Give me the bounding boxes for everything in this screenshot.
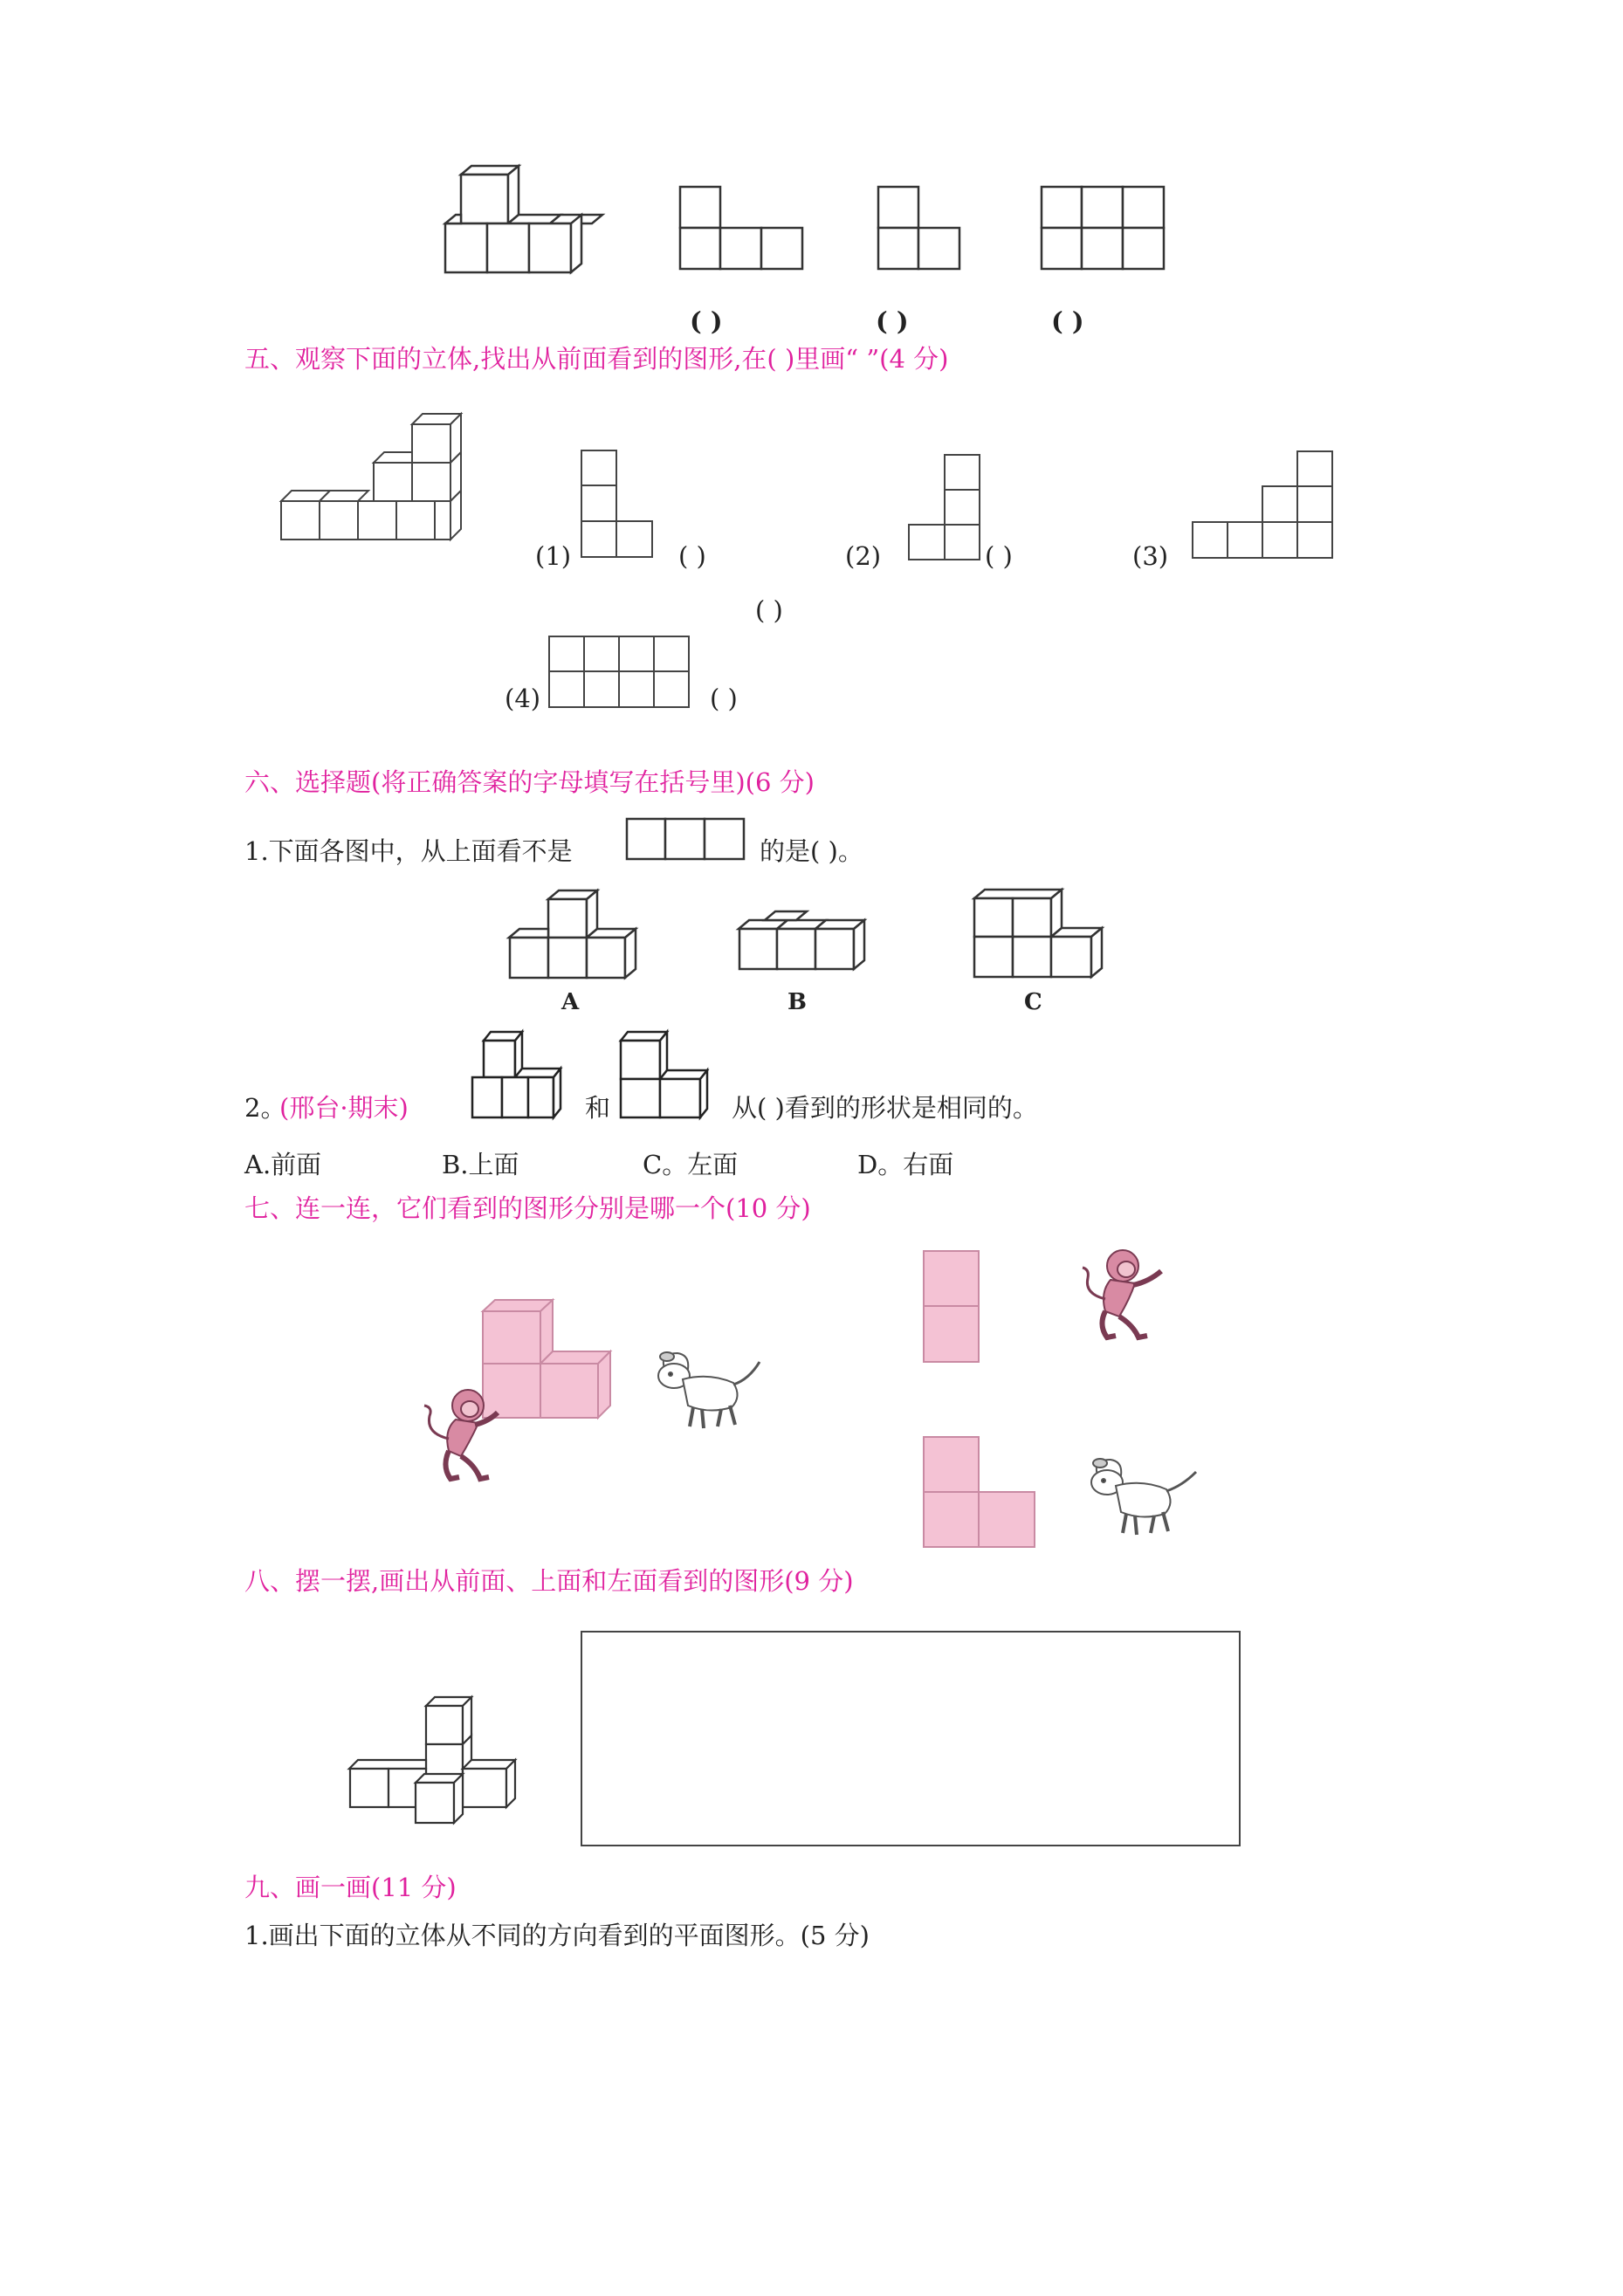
q6-q1-text-a: 1.下面各图中，从上面看不是 — [244, 836, 573, 866]
q5-blank-1[interactable]: ( ) — [678, 541, 706, 571]
q9-sub1: 1.画出下面的立体从不同的方向看到的平面图形。(5 分) — [244, 1921, 870, 1950]
q7-view-2 — [923, 1436, 1036, 1548]
q4-view-b — [877, 186, 961, 270]
q8-drawing-box[interactable] — [581, 1631, 1241, 1846]
q7-title: 七、连一连，它们看到的图形分别是哪一个(10 分) — [244, 1193, 811, 1223]
q6-option-c-figure — [973, 886, 1106, 980]
q5-blank-2[interactable]: ( ) — [985, 541, 1013, 571]
q5-option-2-figure — [908, 454, 981, 560]
q6-choice-b[interactable]: B.上面 — [442, 1150, 519, 1179]
q6-q2-source: (邢台·期末) — [279, 1093, 409, 1123]
q6-option-b-label[interactable]: B — [787, 989, 807, 1015]
q6-option-c-label[interactable]: C — [1024, 989, 1042, 1015]
monkey-icon — [1079, 1247, 1166, 1343]
q6-q2-prefix: 2。 — [244, 1093, 286, 1123]
q7-view-1 — [923, 1250, 980, 1364]
q4-solid-figure — [445, 166, 602, 279]
q6-q2-text: 从( )看到的形状是相同的。 — [732, 1093, 1038, 1123]
q6-option-a-figure — [509, 889, 640, 980]
q8-title: 八、摆一摆,画出从前面、上面和左面看到的图形(9 分) — [244, 1566, 854, 1596]
q5-option-3-figure — [1192, 450, 1333, 559]
q5-option-4-label: (4) — [505, 684, 541, 713]
q8-solid-figure — [349, 1695, 520, 1844]
monkey-icon — [417, 1386, 505, 1484]
q5-option-3-label: (3) — [1132, 541, 1169, 571]
q4-blank-3[interactable]: ( ) — [1051, 306, 1084, 336]
q5-option-4-figure — [548, 636, 690, 709]
q4-blank-2[interactable]: ( ) — [876, 306, 909, 336]
q5-option-1-figure — [581, 450, 654, 558]
q6-q2-and: 和 — [585, 1093, 611, 1123]
q4-blank-1[interactable]: ( ) — [690, 306, 723, 336]
q5-title: 五、观察下面的立体,找出从前面看到的图形,在( )里画“ ”(4 分) — [244, 344, 949, 374]
q5-option-2-label: (2) — [845, 541, 882, 571]
q6-q1-top-view-figure — [626, 818, 745, 860]
q6-q2-figure-2 — [620, 1030, 718, 1121]
q6-choice-c[interactable]: C。左面 — [643, 1150, 739, 1179]
q9-title: 九、画一画(11 分) — [244, 1873, 457, 1902]
q6-q1-text-b: 的是( )。 — [760, 836, 863, 866]
dog-icon — [1081, 1451, 1203, 1540]
q5-blank-3[interactable]: ( ) — [755, 595, 783, 625]
q6-title: 六、选择题(将正确答案的字母填写在括号里)(6 分) — [244, 767, 815, 797]
q6-option-b-figure — [739, 917, 870, 981]
q5-solid-figure — [281, 410, 466, 555]
q5-option-1-label: (1) — [535, 541, 572, 571]
q6-q2-figure-1 — [471, 1030, 566, 1121]
q4-view-a — [679, 186, 803, 270]
q6-option-a-label[interactable]: A — [561, 989, 580, 1015]
q5-blank-4[interactable]: ( ) — [710, 684, 738, 713]
q6-choice-d[interactable]: D。右面 — [857, 1150, 954, 1179]
q6-choice-a[interactable]: A.前面 — [244, 1150, 322, 1179]
dog-icon — [648, 1344, 770, 1432]
q4-view-c — [1041, 186, 1165, 270]
